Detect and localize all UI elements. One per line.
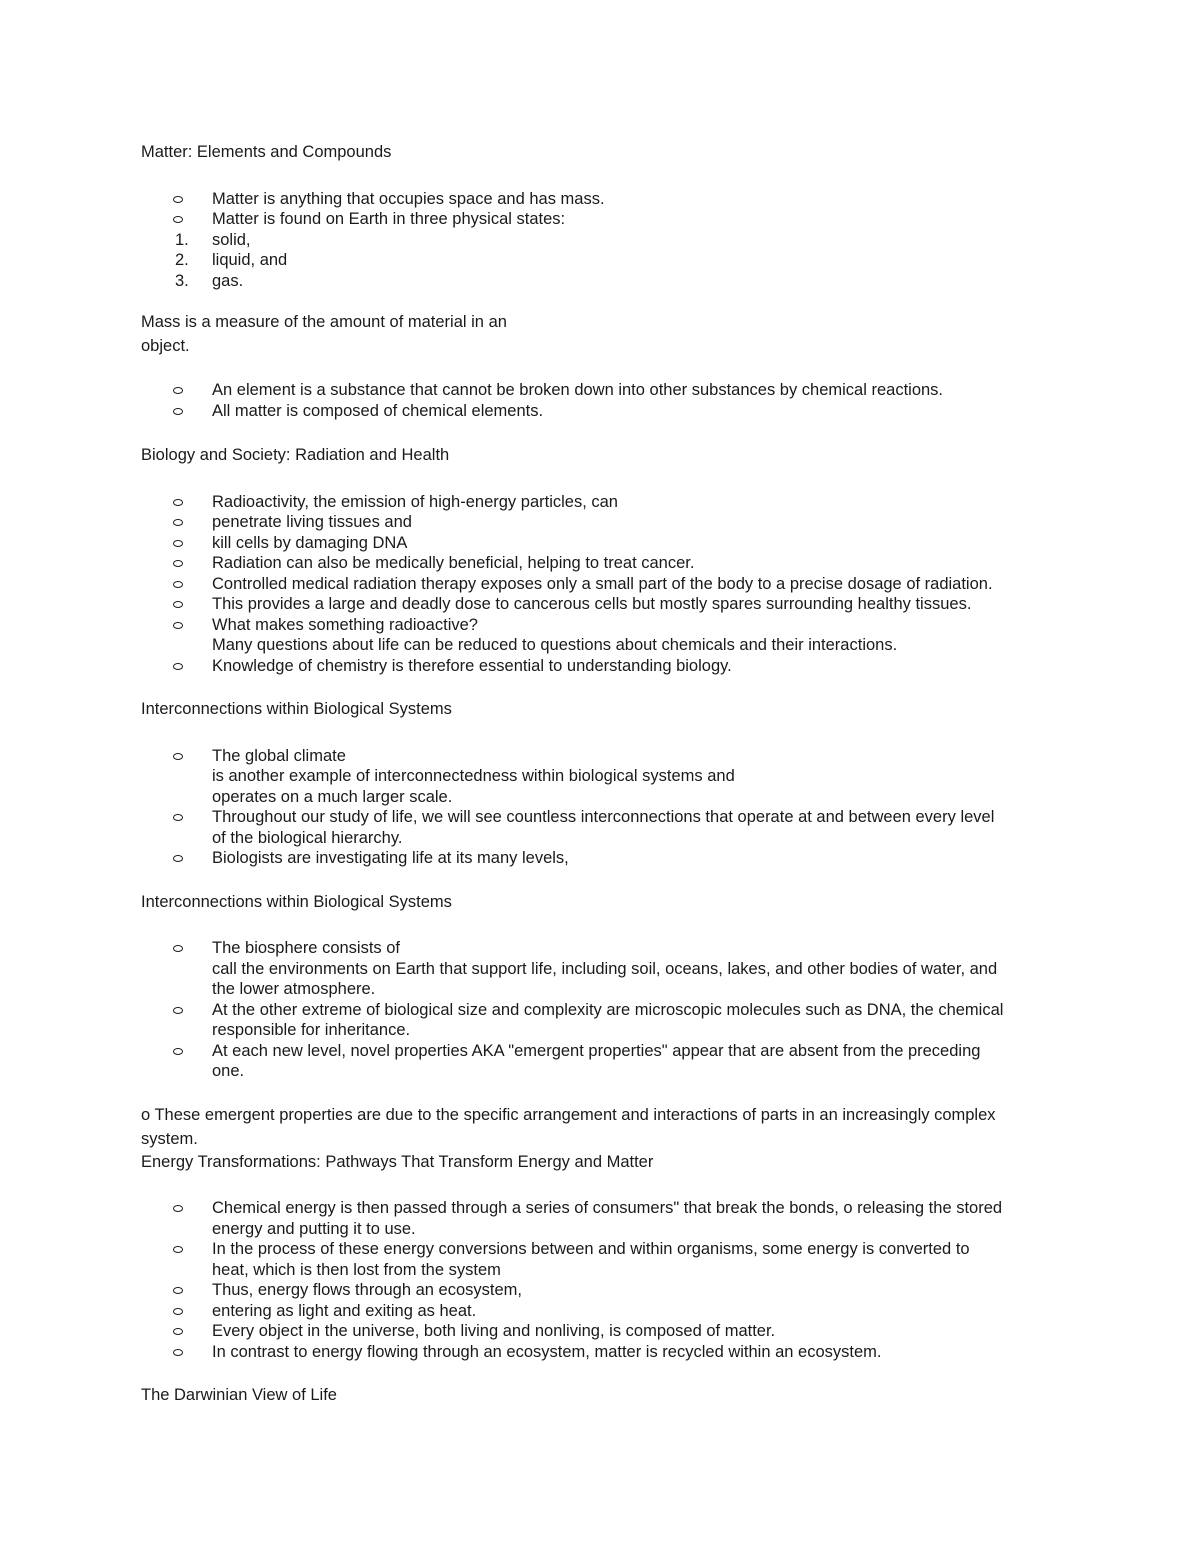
list-item: The global climate is another example of interconnectedness within biological systems and operates on a much larger scale. <box>141 746 1066 808</box>
matter-bullet-list <box>141 189 1066 230</box>
list-item: Radiation can also be medically beneficial, helping to treat cancer. <box>141 553 1066 574</box>
list-item: Knowledge of chemistry is therefore essential to understanding biology. <box>141 656 1066 677</box>
energy-bullet-list <box>141 1198 1066 1362</box>
heading-interconnections-2: Interconnections within Biological Systems <box>141 892 452 911</box>
bullet-icon <box>173 581 183 588</box>
list-item: penetrate living tissues and <box>141 512 1066 533</box>
bullet-icon <box>173 408 183 415</box>
list-item: Radioactivity, the emission of high-energy particles, can <box>141 492 1066 513</box>
list-item: An element is a substance that cannot be broken down into other substances by chemical reactions. <box>141 380 1066 401</box>
list-item: In the process of these energy conversions between and within organisms, some energy is converted to heat, which is then lost from the system <box>141 1239 1066 1280</box>
bullet-icon <box>173 1349 183 1356</box>
mass-paragraph: Mass is a measure of the amount of material in an object. <box>141 313 507 355</box>
list-item: Thus, energy flows through an ecosystem, <box>141 1280 1066 1301</box>
list-item: Every object in the universe, both living and nonliving, is composed of matter. <box>141 1321 1066 1342</box>
bullet-icon <box>173 1308 183 1315</box>
bullet-icon <box>173 387 183 394</box>
interconnections-2-bullet-list <box>141 938 1066 1082</box>
list-item: Matter is anything that occupies space and has mass. <box>141 189 1066 210</box>
list-item: Chemical energy is then passed through a series of consumers" that break the bonds, o releasing the stored energy and putting it to use. <box>141 1198 1066 1239</box>
list-item: Biologists are investigating life at its many levels, <box>141 848 1066 869</box>
states-numbered-list <box>141 230 1066 292</box>
list-item: The biosphere consists of call the environments on Earth that support life, including soil, oceans, lakes, and other bodies of water, and the lower atmosphere. <box>141 938 1066 1000</box>
heading-radiation: Biology and Society: Radiation and Health <box>141 446 450 464</box>
element-bullet-list <box>141 380 1066 421</box>
list-item: Controlled medical radiation therapy exposes only a small part of the body to a precise dosage of radiation. <box>141 574 1066 595</box>
list-item: In contrast to energy flowing through an ecosystem, matter is recycled within an ecosystem. <box>141 1342 1066 1363</box>
bullet-icon <box>173 499 183 506</box>
radiation-bullet-list <box>141 492 1066 677</box>
bullet-icon <box>173 622 183 629</box>
list-item: entering as light and exiting as heat. <box>141 1301 1066 1322</box>
list-item: kill cells by damaging DNA <box>141 533 1066 554</box>
list-item: This provides a large and deadly dose to cancerous cells but mostly spares surrounding healthy tissues. <box>141 594 1066 615</box>
list-item: Matter is found on Earth in three physical states: <box>141 209 1066 230</box>
bullet-icon <box>173 1287 183 1294</box>
bullet-icon <box>173 519 183 526</box>
list-item: At each new level, novel properties AKA "emergent properties" appear that are absent from the preceding one. <box>141 1041 1066 1082</box>
bullet-icon <box>173 1048 183 1055</box>
bullet-icon <box>173 1246 183 1253</box>
list-item: Throughout our study of life, we will see countless interconnections that operate at and between every level of the biological hierarchy. <box>141 807 1066 848</box>
bullet-icon <box>173 663 183 670</box>
bullet-icon <box>173 945 183 952</box>
bullet-icon <box>173 814 183 821</box>
bullet-icon <box>173 855 183 862</box>
bullet-icon <box>173 1205 183 1212</box>
list-item: At the other extreme of biological size and complexity are microscopic molecules such as DNA, the chemical responsible for inheritance. <box>141 1000 1066 1041</box>
bullet-icon <box>173 601 183 608</box>
bullet-icon <box>173 1328 183 1335</box>
emergent-paragraph: o These emergent properties are due to the specific arrangement and interactions of parts in an increasingly complex system. <box>141 1105 996 1148</box>
bullet-icon <box>173 753 183 760</box>
list-item: 1. solid, <box>175 230 251 249</box>
bullet-icon <box>173 216 183 223</box>
bullet-icon <box>173 540 183 547</box>
interconnections-1-bullet-list <box>141 746 1066 869</box>
heading-interconnections-1: Interconnections within Biological Systems <box>141 700 452 718</box>
heading-darwin: The Darwinian View of Life <box>141 1386 337 1404</box>
bullet-icon <box>173 196 183 203</box>
list-item: What makes something radioactive? Many questions about life can be reduced to questions about chemicals and their interactions. <box>141 615 1066 656</box>
heading-energy: Energy Transformations: Pathways That Transform Energy and Matter <box>141 1152 654 1171</box>
list-item: 3. gas. <box>175 271 244 290</box>
document-page <box>141 142 1066 1406</box>
heading-matter: Matter: Elements and Compounds <box>141 143 392 161</box>
bullet-icon <box>173 560 183 567</box>
list-item: All matter is composed of chemical elements. <box>141 401 1066 422</box>
list-item: 2. liquid, and <box>175 251 288 269</box>
bullet-icon <box>173 1007 183 1014</box>
